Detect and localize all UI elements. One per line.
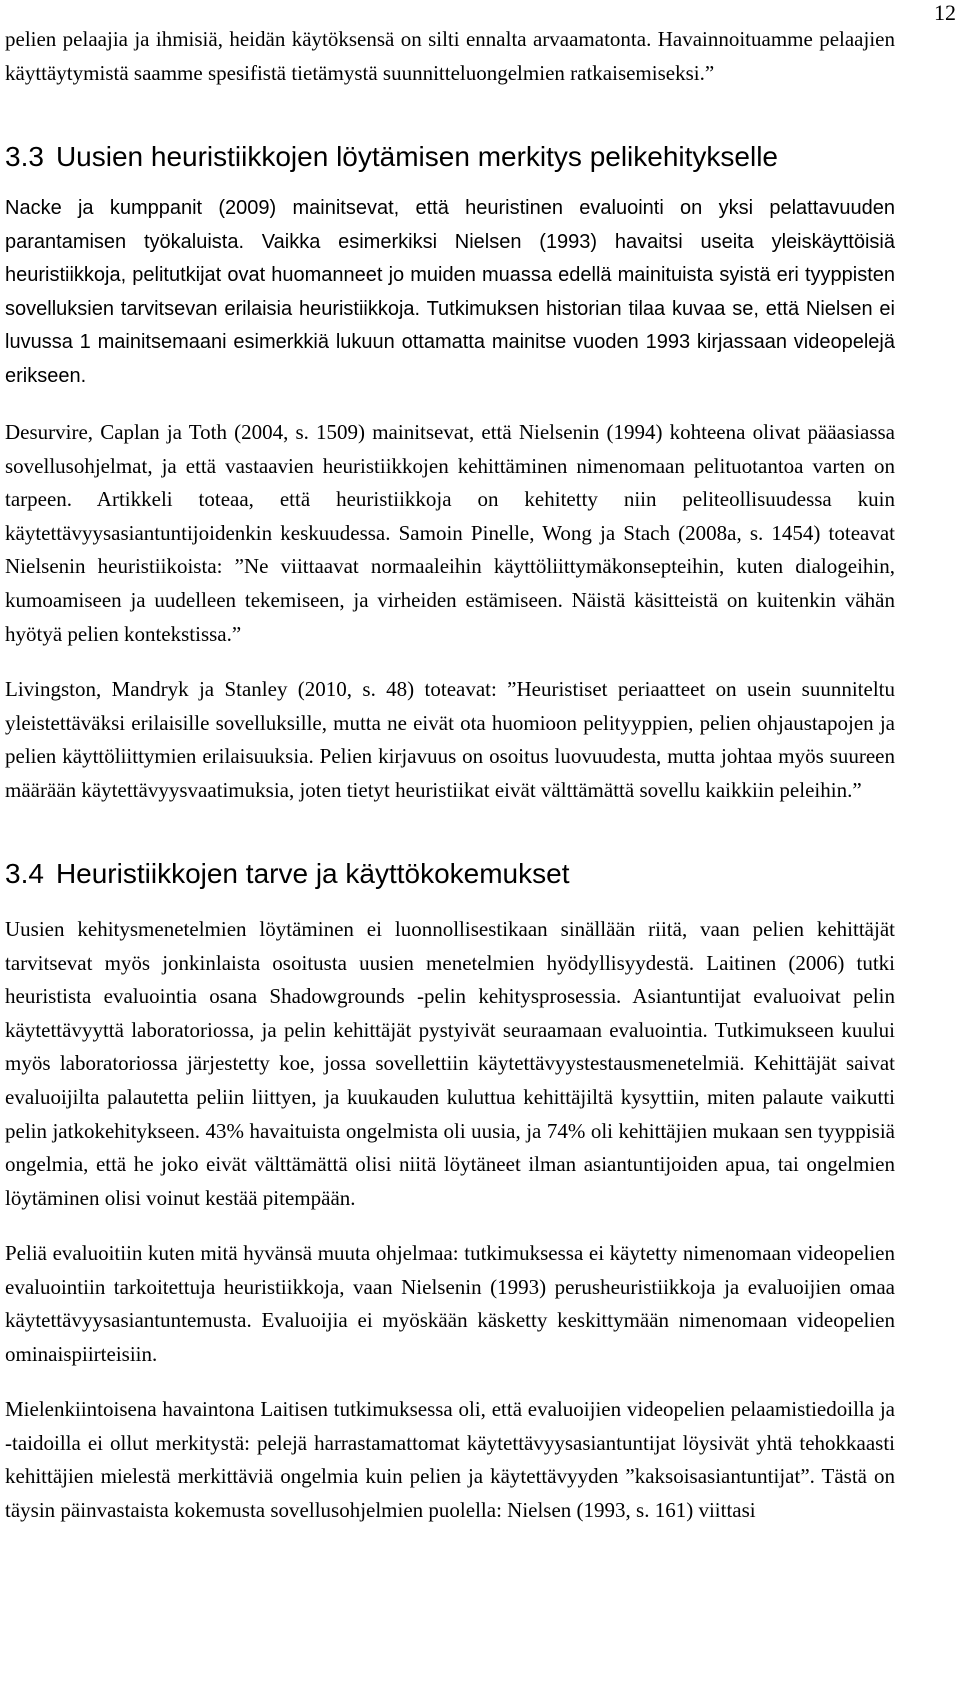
section-number: 3.3 <box>5 141 44 172</box>
paragraph-text: Peliä evaluoitiin kuten mitä hyvänsä muuta ohjelmaa: tutkimuksessa ei käytetty nimenomaan videopelien evaluointiin tarkoitettuja heuristiikkoja, vaan Nielsenin (1993) perusheuristiikkoja ja evaluoijien omaa käytettävyysasiantuntemusta. Evaluoijia ei myöskään käsketty keskittymään nimenomaan videopelien ominaispiirteisiin. <box>5 1241 895 1366</box>
section-3-4-paragraph-3 <box>5 1393 895 1527</box>
paragraph-continued <box>5 23 895 90</box>
section-3-3-paragraph-2 <box>5 416 895 651</box>
section-3-4-paragraph-2 <box>5 1237 895 1371</box>
section-heading-3-4 <box>5 857 895 891</box>
section-title: Heuristiikkojen tarve ja käyttökokemukset <box>55 858 570 889</box>
paragraph-text: Nacke ja kumppanit (2009) mainitsevat, että heuristinen evaluointi on yksi pelattavuuden parantamisen työkaluista. Vaikka esimerkiksi Nielsen (1993) havaitsi useita yleiskäyttöisiä heuristiikkoja, pelitutkijat ovat huomanneet jo muiden muassa edellä mainituista syistä eri tyyppisten sovelluksien tarvitsevan erilaisia heuristiikkoja. Tutkimuksen historian tilaa kuvaa se, että Nielsen ei luvussa 1 mainitsemaani esimerkkiä lukuun ottamatta mainitse vuoden 1993 kirjassaan videopelejä erikseen. <box>5 197 895 387</box>
paragraph-text: Mielenkiintoisena havaintona Laitisen tutkimuksessa oli, että evaluoijien videopelien pelaamistiedoilla ja -taidoilla ei ollut merkitystä: pelejä harrastamattomat käytettävyysasiantuntijat löysivät yhtä tehokkaasti kehittäjien mielestä merkittäviä ongelmia kuin pelien ja käytettävyyden ”kaksoisasiantuntijat”. Tästä on täysin päinvastaista kokemusta sovellusohjelmien puolella: Nielsen (1993, s. 161) viittasi <box>5 1397 895 1522</box>
section-title: Uusien heuristiikkojen löytämisen merkitys pelikehitykselle <box>55 141 779 172</box>
section-3-4-paragraph-1 <box>5 913 895 1215</box>
paragraph-text: Uusien kehitysmenetelmien löytäminen ei luonnollisestikaan sinällään riitä, vaan pelien kehittäjät tarvitsevat myös jonkinlaista osoitusta uusien menetelmien hyödyllisyydestä. Laitinen (2006) tutki heuristista evaluointia osana Shadowgrounds -pelin kehitysprosessia. Asiantuntijat evaluoivat pelin käytettävyyttä laboratoriossa, ja pelin kehittäjät pystyivät seuraamaan evaluointia. Tutkimukseen kuului myös laboratoriossa järjestetty koe, jossa sovellettiin käytettävyystestausmenetelmiä. Kehittäjät saivat evaluoijilta palautetta peliin liittyen, ja kuukauden kuluttua kehittäjiltä kysyttiin, miten palaute vaikutti pelin jatkokehitykseen. 43% havaituista ongelmista oli uusia, ja 74% oli kehittäjien mukaan sen tyyppisiä ongelmia, että he joko eivät välttämättä olisi niitä löytäneet ilman asiantuntijoiden apua, tai ongelmien löytäminen olisi voinut kestää pitempään. <box>5 917 895 1210</box>
page-number: 12 <box>934 0 956 25</box>
paragraph-text: Desurvire, Caplan ja Toth (2004, s. 1509) mainitsevat, että Nielsenin (1994) kohteena olivat pääasiassa sovellusohjelmat, ja että vastaavien heuristiikkojen kehittäminen nimenomaan pelituotantoa varten on tarpeen. Artikkeli toteaa, että heuristiikkoja on kehitetty niin peliteollisuudessa kuin käytettävyysasiantuntijoidenkin keskuudessa. Samoin Pinelle, Wong ja Stach (2008a, s. 1454) toteavat Nielsenin heuristiikoista: ”Ne viittaavat normaaleihin käyttöliittymäkonsepteihin, kuten dialogeihin, kumoamiseen ja uudelleen tekemiseen, ja virheiden estämiseen. Näistä käsitteistä on kuitenkin vähän hyötyä pelien kontekstissa.” <box>5 420 895 646</box>
section-3-3-paragraph-3 <box>5 673 895 807</box>
paragraph-text: Livingston, Mandryk ja Stanley (2010, s. 48) toteavat: ”Heuristiset periaatteet on usein suunniteltu yleistettäväksi erilaisille sovelluksille, mutta ne eivät ota huomioon pelityyppien, pelien ohjaustapojen ja pelien käyttöliittymien erilaisuuksia. Pelien kirjavuus on osoitus luovuudesta, mutta johtaa myös suureen määrään käytettävyysvaatimuksia, joten tietyt heuristiikat eivät välttämättä sovellu kaikkiin peleihin.” <box>5 677 895 802</box>
section-heading-3-3 <box>5 140 895 174</box>
paragraph-text: pelien pelaajia ja ihmisiä, heidän käytöksensä on silti ennalta arvaamatonta. Havainnoituamme pelaajien käyttäytymistä saamme spesifistä tietämystä suunnitteluongelmien ratkaisemiseksi.” <box>5 27 895 85</box>
section-3-3-paragraph-1 <box>5 192 895 394</box>
section-number: 3.4 <box>5 858 44 889</box>
